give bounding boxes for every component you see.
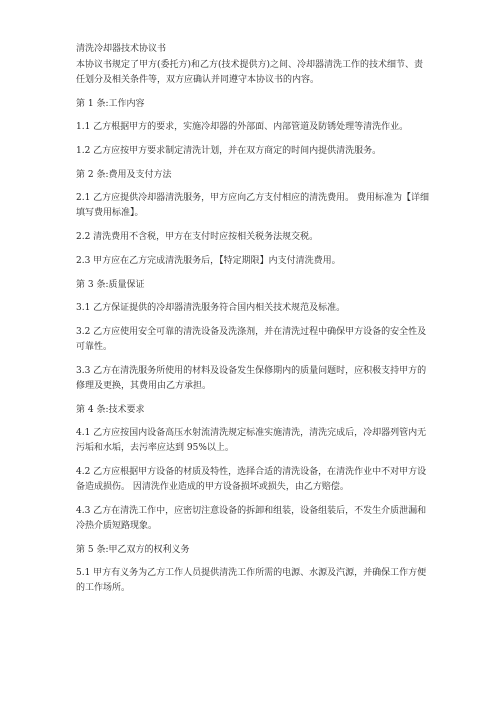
clause-2-1: 2.1 乙方应提供冷却器清洗服务，甲方应向乙方支付相应的清洗费用。 费用标准为【详细填写费用标准】。	[76, 193, 430, 218]
section-heading-3: 第 3 条:质量保证	[76, 280, 145, 290]
clause-4-2: 4.2 乙方应根据甲方设备的材质及特性，选择合适的清洗设备，在清洗作业中不对甲方设备造成损伤。 因清洗作业造成的甲方设备损坏或损失，由乙方赔偿。	[76, 467, 427, 492]
section-heading-1: 第 1 条:工作内容	[76, 99, 145, 109]
clause-5-1: 5.1 甲方有义务为乙方工作人员提供清洗工作所需的电源、水源及汽源，并确保工作方便的工作场所。	[76, 568, 427, 593]
clause-1-1: 1.1 乙方根据甲方的要求，实施冷却器的外部面、内部管道及防锈处理等清洗作业。	[76, 122, 409, 132]
clause-4-1: 4.1 乙方应按国内设备高压水射流清洗规定标准实施清洗，清洗完成后，冷却器列管内无污垢和水垢，去污率应达到 95%以上。	[76, 428, 427, 453]
clause-3-3: 3.3 乙方在清洗服务所使用的材料及设备发生保修期内的质量问题时，应积极支持甲方的修理及更换，其费用由乙方承担。	[76, 366, 427, 391]
clause-1-2: 1.2 乙方应按甲方要求制定清洗计划，并在双方商定的时间内提供清洗服务。	[76, 146, 382, 156]
document-title: 清洗冷却器技术协议书	[76, 44, 167, 54]
clause-2-2: 2.2 清洗费用不含税，甲方在支付时应按相关税务法规交税。	[76, 232, 319, 242]
clause-3-2: 3.2 乙方应使用安全可靠的清洗设备及洗涤剂，并在清洗过程中确保甲方设备的安全性及可靠性。	[76, 327, 427, 352]
clause-4-3: 4.3 乙方在清洗工作中，应密切注意设备的拆卸和组装，设备组装后，不发生介质泄漏和冷热介质短路现象。	[76, 506, 427, 531]
document-body	[76, 42, 432, 596]
intro-paragraph: 本协议书规定了甲方(委托方)和乙方(技术提供方)之间、冷却器清洗工作的技术细节、责任划分及相关条件等，双方应确认并同遵守本协议书的内容。	[76, 60, 424, 85]
section-heading-2: 第 2 条:费用及支付方法	[76, 170, 172, 180]
clause-2-3: 2.3 甲方应在乙方完成清洗服务后，【特定期限】内支付清洗费用。	[76, 256, 341, 266]
section-heading-5: 第 5 条:甲乙双方的权利义务	[76, 545, 190, 555]
clause-3-1: 3.1 乙方保证提供的冷却器清洗服务符合国内相关技术规范及标准。	[76, 303, 346, 313]
section-heading-4: 第 4 条:技术要求	[76, 405, 145, 415]
